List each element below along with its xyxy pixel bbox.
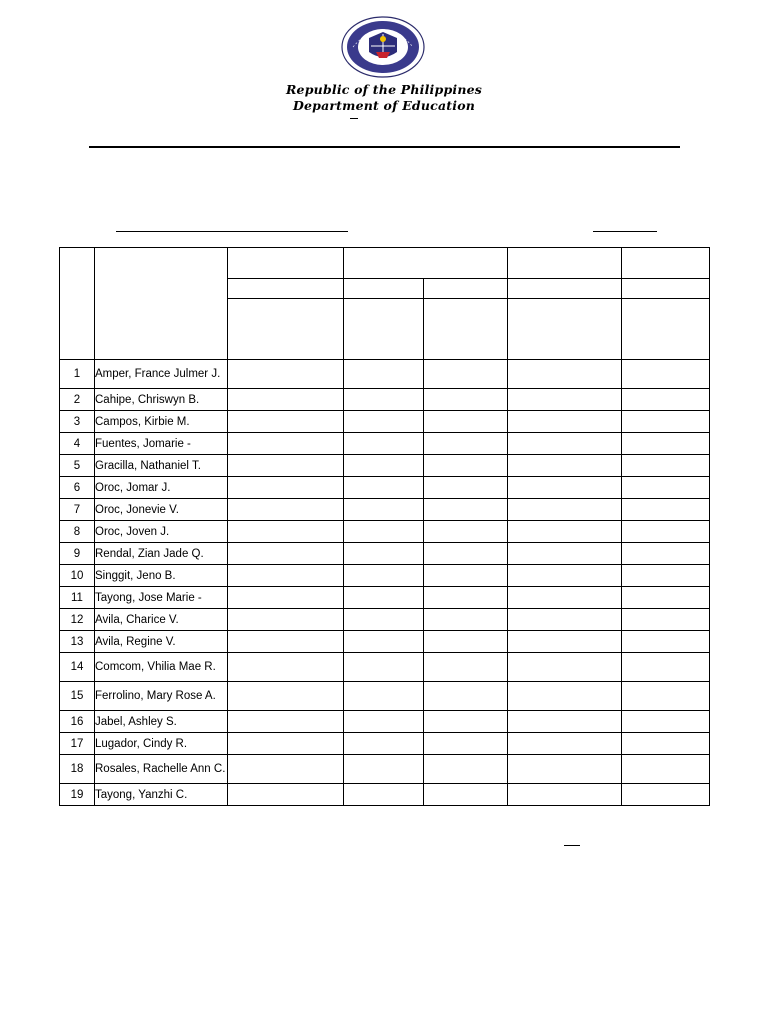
table-row [60,631,710,653]
blank-cell [344,565,424,587]
row-number: 12 [60,609,95,631]
divider [564,845,580,846]
table-row [60,587,710,609]
blank-cell [508,587,622,609]
row-number: 15 [60,682,95,711]
header-cell [228,248,344,279]
row-number: 13 [60,631,95,653]
blank-cell [622,631,710,653]
blank-cell [424,477,508,499]
table-row [60,653,710,682]
blank-cell [622,360,710,389]
header-cell [60,248,95,360]
blank-cell [424,565,508,587]
row-number: 6 [60,477,95,499]
blank-cell [424,499,508,521]
student-name: Jabel, Ashley S. [95,711,228,733]
blank-cell [344,711,424,733]
header-cell [424,299,508,360]
blank-cell [228,389,344,411]
blank-cell [508,711,622,733]
blank-cell [344,477,424,499]
blank-cell [344,543,424,565]
blank-cell [344,433,424,455]
student-name: Amper, France Julmer J. [95,360,228,389]
blank-cell [508,733,622,755]
row-number: 14 [60,653,95,682]
blank-cell [228,477,344,499]
header-cell [344,248,508,279]
header-cell [228,299,344,360]
blank-cell [424,653,508,682]
blank-cell [622,389,710,411]
blank-cell [228,653,344,682]
header-cell [622,299,710,360]
blank-field-line [593,231,657,232]
student-name: Fuentes, Jomarie - [95,433,228,455]
blank-cell [424,784,508,806]
header-cell [344,299,424,360]
blank-cell [508,389,622,411]
student-name: Gracilla, Nathaniel T. [95,455,228,477]
row-number: 9 [60,543,95,565]
blank-cell [424,755,508,784]
header-cell [228,279,344,299]
table-row [60,543,710,565]
student-name: Rendal, Zian Jade Q. [95,543,228,565]
blank-cell [622,433,710,455]
table-row [60,499,710,521]
table-row [60,755,710,784]
blank-cell [508,477,622,499]
blank-cell [622,784,710,806]
blank-cell [508,521,622,543]
blank-cell [622,565,710,587]
blank-cell [344,733,424,755]
blank-cell [344,755,424,784]
header-republic: Republic of the Philippines [285,82,483,97]
blank-cell [508,755,622,784]
blank-cell [344,360,424,389]
header-cell [424,279,508,299]
student-name: Comcom, Vhilia Mae R. [95,653,228,682]
blank-cell [228,609,344,631]
blank-cell [622,609,710,631]
student-name: Oroc, Joven J. [95,521,228,543]
header-cell [508,248,622,279]
student-name: Avila, Charice V. [95,609,228,631]
blank-cell [344,521,424,543]
blank-cell [508,411,622,433]
blank-cell [424,433,508,455]
blank-cell [424,711,508,733]
blank-cell [228,587,344,609]
student-name: Avila, Regine V. [95,631,228,653]
blank-cell [508,631,622,653]
student-roster-table [59,247,710,806]
table-row [60,609,710,631]
blank-cell [622,543,710,565]
blank-cell [228,411,344,433]
blank-cell [344,631,424,653]
blank-cell [508,682,622,711]
blank-cell [508,609,622,631]
blank-cell [228,433,344,455]
row-number: 8 [60,521,95,543]
row-number: 18 [60,755,95,784]
blank-cell [622,477,710,499]
seal-icon [341,16,425,78]
blank-cell [424,733,508,755]
blank-cell [622,455,710,477]
row-number: 5 [60,455,95,477]
blank-cell [508,565,622,587]
blank-cell [228,784,344,806]
blank-cell [424,609,508,631]
table-row [60,682,710,711]
blank-cell [622,653,710,682]
blank-cell [228,755,344,784]
row-number: 2 [60,389,95,411]
blank-cell [344,389,424,411]
row-number: 3 [60,411,95,433]
blank-cell [622,499,710,521]
student-name: Cahipe, Chriswyn B. [95,389,228,411]
blank-cell [508,455,622,477]
blank-cell [424,389,508,411]
blank-cell [228,455,344,477]
header-cell [622,248,710,279]
blank-cell [622,711,710,733]
blank-cell [508,499,622,521]
row-number: 16 [60,711,95,733]
divider [350,118,358,119]
blank-cell [622,587,710,609]
title-underline [89,146,680,148]
student-name: Oroc, Jomar J. [95,477,228,499]
blank-cell [622,521,710,543]
row-number: 19 [60,784,95,806]
blank-cell [344,609,424,631]
table-row [60,455,710,477]
table-row [60,711,710,733]
student-name: Singgit, Jeno B. [95,565,228,587]
blank-cell [622,682,710,711]
header-cell [508,299,622,360]
blank-cell [344,653,424,682]
blank-cell [424,543,508,565]
blank-cell [228,631,344,653]
student-name: Campos, Kirbie M. [95,411,228,433]
row-number: 4 [60,433,95,455]
student-name: Oroc, Jonevie V. [95,499,228,521]
blank-cell [508,543,622,565]
table-row [60,477,710,499]
blank-cell [344,682,424,711]
blank-cell [424,411,508,433]
blank-cell [344,455,424,477]
blank-cell [228,565,344,587]
table-row [60,389,710,411]
blank-cell [508,433,622,455]
row-number: 7 [60,499,95,521]
row-number: 10 [60,565,95,587]
row-number: 17 [60,733,95,755]
row-number: 1 [60,360,95,389]
blank-cell [228,499,344,521]
blank-cell [344,587,424,609]
table-row [60,733,710,755]
table-row [60,521,710,543]
student-name: Tayong, Jose Marie - [95,587,228,609]
header-cell [622,279,710,299]
blank-field-line [116,231,348,232]
blank-cell [424,360,508,389]
row-number: 11 [60,587,95,609]
blank-cell [344,499,424,521]
blank-cell [622,733,710,755]
blank-cell [424,455,508,477]
header-cell [344,279,424,299]
blank-cell [228,682,344,711]
student-name: Tayong, Yanzhi C. [95,784,228,806]
header-department: Department of Education [292,98,476,113]
header-cell [508,279,622,299]
table-row [60,565,710,587]
blank-cell [228,521,344,543]
blank-cell [228,360,344,389]
table-row [60,360,710,389]
student-name: Ferrolino, Mary Rose A. [95,682,228,711]
table-row [60,433,710,455]
student-name: Rosales, Rachelle Ann C. [95,755,228,784]
blank-cell [424,682,508,711]
blank-cell [228,733,344,755]
blank-cell [622,411,710,433]
header-cell [95,248,228,360]
blank-cell [228,543,344,565]
blank-cell [622,755,710,784]
blank-cell [508,653,622,682]
blank-cell [344,411,424,433]
table-row [60,411,710,433]
table-row [60,784,710,806]
blank-cell [424,521,508,543]
blank-cell [424,631,508,653]
blank-cell [344,784,424,806]
blank-cell [508,360,622,389]
blank-cell [508,784,622,806]
blank-cell [424,587,508,609]
blank-cell [228,711,344,733]
student-name: Lugador, Cindy R. [95,733,228,755]
